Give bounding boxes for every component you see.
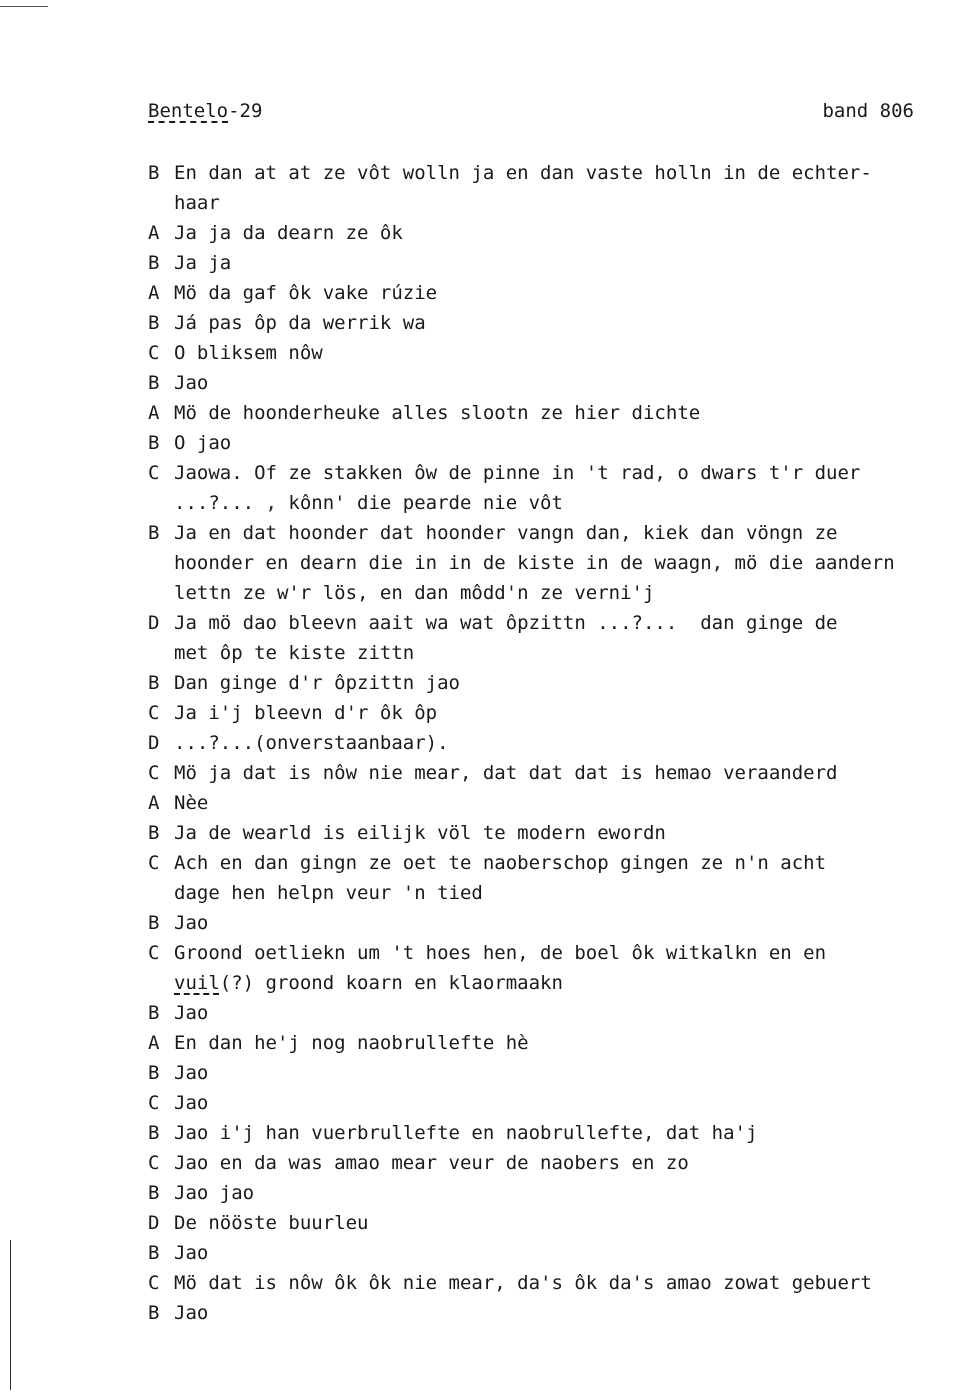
speaker-label: B [148,522,160,544]
speaker-label: A [148,792,160,814]
utterance-text: Nèe [174,792,209,814]
transcript-turn [148,968,948,998]
utterance-text [174,968,948,998]
utterance-text: En dan at at ze vôt wolln ja en dan vaste holln in de echter- haar [174,162,872,214]
utterance-text: Ja en dat hoonder dat hoonder vangn dan, kiek dan vöngn ze hoonder en dearn die in in de kiste in de waagn, mö die aandern lettn ze w'r lös, en dan môdd'n ze verni'j [174,522,895,604]
speaker-label: B [148,822,160,844]
transcript-turn [148,1178,948,1208]
transcript-turn [148,158,948,218]
speaker-label: C [148,1152,160,1174]
utterance-text: Dan ginge d'r ôpzittn jao [174,672,460,694]
speaker-label: B [148,912,160,934]
utterance-text: Jao [174,1092,209,1114]
speaker-label: B [148,1302,160,1324]
utterance-text: De nööste buurleu [174,1212,369,1234]
transcript-turn [148,218,948,248]
speaker-label: C [148,462,160,484]
utterance-text: Jao [174,372,209,394]
speaker-label: A [148,222,160,244]
scan-edge-mark [0,6,48,7]
underlined-word: vuil [174,972,220,994]
utterance-text: Jao jao [174,1182,255,1204]
utterance-text: En dan he'j nog naobrullefte hè [174,1032,529,1054]
transcript-turn [148,308,948,338]
utterance-text: Mö dat is nôw ôk ôk nie mear, da's ôk da's amao zowat gebuert [174,1272,872,1294]
speaker-label [148,968,174,998]
transcript-turn [148,1268,948,1298]
transcript-turn [148,998,948,1028]
speaker-label: B [148,1002,160,1024]
utterance-text: Mö da gaf ôk vake rúzie [174,282,438,304]
utterance-text: Jao [174,912,209,934]
speaker-label: B [148,1242,160,1264]
transcript-body [148,158,948,1328]
speaker-label: C [148,762,160,784]
utterance-text: Mö ja dat is nôw nie mear, dat dat dat is hemao veraanderd [174,762,838,784]
speaker-label: B [148,312,160,334]
speaker-label: A [148,282,160,304]
transcript-turn [148,608,948,668]
transcript-turn [148,428,948,458]
utterance-text: Ja de wearld is eilijk völ te modern ewordn [174,822,666,844]
transcript-turn [148,818,948,848]
recording-number: -29 [228,100,263,122]
utterance-text: Jao [174,1242,209,1264]
transcript-turn [148,758,948,788]
speaker-label: C [148,1272,160,1294]
speaker-label: C [148,342,160,364]
place-name: Bentelo [148,100,229,122]
utterance-text: Jao [174,1302,209,1324]
transcript-turn [148,788,948,818]
transcript-turn [148,848,948,908]
transcript-turn [148,518,948,608]
speaker-label: C [148,852,160,874]
utterance-text: Ja ja [174,252,232,274]
speaker-label: B [148,252,160,274]
transcript-turn [148,458,948,518]
transcript-turn [148,668,948,698]
speaker-label: D [148,1212,160,1234]
utterance-text: ...?...(onverstaanbaar). [174,732,449,754]
transcript-turn [148,1118,948,1148]
transcript-turn [148,248,948,278]
transcript-turn [148,908,948,938]
speaker-label: B [148,432,160,454]
transcript-turn [148,728,948,758]
speaker-label: B [148,1182,160,1204]
transcript-turn [148,1298,948,1328]
transcript-turn [148,1208,948,1238]
transcript-turn [148,698,948,728]
speaker-label: A [148,402,160,424]
transcript-turn [148,398,948,428]
speaker-label: D [148,732,160,754]
transcript-turn [148,278,948,308]
scan-margin-line [10,1240,11,1390]
document-id [148,100,262,122]
utterance-text: O jao [174,432,232,454]
utterance-text: Ja ja da dearn ze ôk [174,222,403,244]
transcript-turn [148,1238,948,1268]
speaker-label: C [148,702,160,724]
utterance-rest: (?) groond koarn en klaormaakn [219,972,563,994]
utterance-text: Ach en dan gingn ze oet te naoberschop gingen ze n'n acht dage hen helpn veur 'n tied [174,852,827,904]
speaker-label: B [148,1062,160,1084]
speaker-label: B [148,1122,160,1144]
utterance-text: Jao [174,1002,209,1024]
transcript-turn [148,368,948,398]
utterance-text: Groond oetliekn um 't hoes hen, de boel ôk witkalkn en en [174,942,827,964]
tape-number: band 806 [822,100,914,122]
transcript-turn [148,938,948,968]
utterance-text: Jao i'j han vuerbrullefte en naobrullefte, dat ha'j [174,1122,758,1144]
utterance-text: Ja mö dao bleevn aait wa wat ôpzittn ...?... dan ginge de met ôp te kiste zittn [174,612,838,664]
utterance-text: Já pas ôp da werrik wa [174,312,426,334]
utterance-text: Jao en da was amao mear veur de naobers en zo [174,1152,689,1174]
speaker-label: B [148,672,160,694]
speaker-label: C [148,1092,160,1114]
utterance-text: Jao [174,1062,209,1084]
utterance-text: Jaowa. Of ze stakken ôw de pinne in 't rad, o dwars t'r duer ...?... , kônn' die pearde nie vôt [174,462,861,514]
utterance-text: Mö de hoonderheuke alles slootn ze hier dichte [174,402,701,424]
transcript-turn [148,1058,948,1088]
transcript-turn [148,1088,948,1118]
page-header [148,100,914,130]
utterance-text: O bliksem nôw [174,342,323,364]
transcript-turn [148,1028,948,1058]
utterance-text: Ja i'j bleevn d'r ôk ôp [174,702,438,724]
speaker-label: C [148,942,160,964]
transcript-turn [148,338,948,368]
speaker-label: B [148,162,160,184]
speaker-label: A [148,1032,160,1054]
transcript-turn [148,1148,948,1178]
speaker-label: D [148,612,160,634]
speaker-label: B [148,372,160,394]
